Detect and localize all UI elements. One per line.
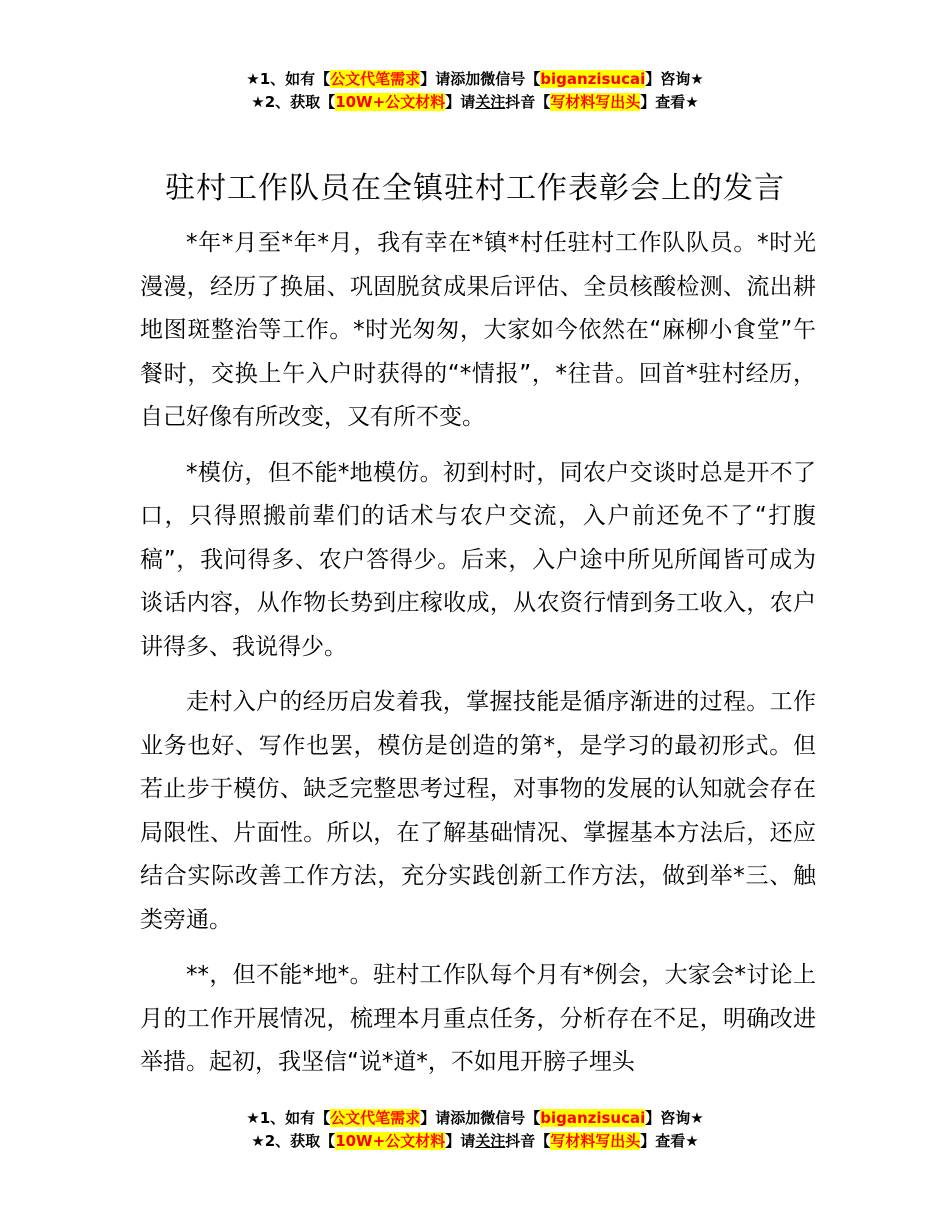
- banner-line-1: [0, 1107, 950, 1130]
- banner-text: ★2、获取【: [251, 1132, 336, 1150]
- banner-text: 】查看★: [640, 1132, 699, 1150]
- banner-text: 抖音【: [505, 93, 551, 111]
- body-paragraph: *年*月至*年*月，我有幸在*镇*村任驻村工作队队员。*时光漫漫，经历了换届、巩固脱贫成果后评估、全员核酸检测、流出耕地图斑整治等工作。*时光匆匆，大家如今依然在“麻柳小食堂”午餐时，交换上午入户时获得的“*情报”，*往昔。回首*驻村经历，自己好像有所改变，又有所不变。: [140, 230, 816, 430]
- banner-highlight-wechat-id: biganzisucai: [540, 70, 646, 88]
- banner-highlight-wechat-id: biganzisucai: [540, 1109, 646, 1127]
- banner-line-2: [0, 91, 950, 114]
- banner-underlined-text: 关注: [475, 93, 506, 111]
- banner-text: ★1、如有【: [246, 1109, 331, 1127]
- body-paragraph: *模仿，但不能*地模仿。初到村时，同农户交谈时总是开不了口，只得照搬前辈们的话术与农户交流，入户前还免不了“打腹稿”，我问得多、农户答得少。后来，入户途中所见所闻皆可成为谈话内容，从作物长势到庄稼收成，从农资行情到务工收入，农户讲得多、我说得少。: [140, 459, 816, 660]
- body-paragraph: **，但不能*地*。驻村工作队每个月有*例会，大家会*讨论上月的工作开展情况，梳理本月重点任务，分析存在不足，明确改进举措。起初，我坚信“说*道*，不如甩开膀子埋头: [140, 962, 816, 1075]
- banner-text: 】请添加微信号【: [420, 70, 541, 88]
- banner-text: ★1、如有【: [246, 70, 331, 88]
- banner-line-1: [0, 68, 950, 91]
- banner-underlined-text: 关注: [475, 1132, 506, 1150]
- banner-text: 抖音【: [505, 1132, 551, 1150]
- banner-line-2: [0, 1130, 950, 1153]
- banner-text: 】咨询★: [645, 70, 704, 88]
- banner-highlight: 10W+公文材料: [335, 93, 446, 111]
- banner-highlight-douyin: 写材料写出头: [550, 1132, 641, 1150]
- banner-highlight: 公文代笔需求: [330, 1109, 421, 1127]
- banner-text: 】请添加微信号【: [420, 1109, 541, 1127]
- header-banner: [0, 68, 950, 114]
- body-paragraph: 走村入户的经历启发着我，掌握技能是循序渐进的过程。工作业务也好、写作也罢，模仿是创造的第*，是学习的最初形式。但若止步于模仿、缺乏完整思考过程，对事物的发展的认知就会存在局限性、片面性。所以，在了解基础情况、掌握基本方法后，还应结合实际改善工作方法，充分实践创新工作方法，做到举*三、触类旁通。: [140, 689, 816, 933]
- banner-highlight: 10W+公文材料: [335, 1132, 446, 1150]
- banner-text: 】咨询★: [645, 1109, 704, 1127]
- banner-highlight-douyin: 写材料写出头: [550, 93, 641, 111]
- document-body: [140, 222, 816, 1097]
- banner-text: 】查看★: [640, 93, 699, 111]
- footer-banner: [0, 1107, 950, 1153]
- banner-highlight: 公文代笔需求: [330, 70, 421, 88]
- banner-text: ★2、获取【: [251, 93, 336, 111]
- document-title: 驻村工作队员在全镇驻村工作表彰会上的发言: [165, 171, 785, 206]
- banner-text: 】请: [445, 93, 476, 111]
- banner-text: 】请: [445, 1132, 476, 1150]
